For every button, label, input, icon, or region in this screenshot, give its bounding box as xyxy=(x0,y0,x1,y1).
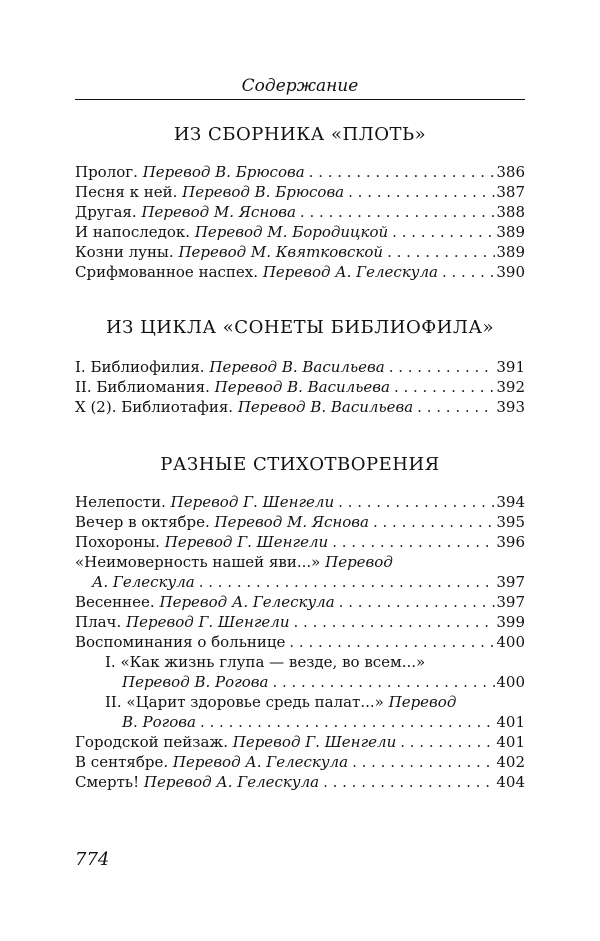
page-number: 402 xyxy=(496,753,525,771)
entry-title: Воспоминания о больнице xyxy=(75,633,286,651)
page-number: 396 xyxy=(496,533,525,551)
page-number: 387 xyxy=(496,183,525,201)
page-number: 388 xyxy=(496,203,525,221)
leader-dots xyxy=(328,532,495,552)
toc-entry[interactable] xyxy=(75,752,525,772)
entry-translator: Перевод А. Гелескула xyxy=(143,773,320,791)
page-number: 404 xyxy=(496,773,525,791)
page-number: 392 xyxy=(496,378,525,396)
leader-dots xyxy=(290,612,495,632)
toc-entry[interactable] xyxy=(75,512,525,532)
page-number: 399 xyxy=(496,613,525,631)
toc-entry[interactable] xyxy=(75,612,525,632)
leader-dots xyxy=(296,202,495,222)
leader-dots xyxy=(383,242,495,262)
toc-entry[interactable] xyxy=(75,592,525,612)
entry-title: II. Библиомания. xyxy=(75,378,210,396)
section-heading: ИЗ ЦИКЛА «СОНЕТЫ БИБЛИОФИЛА» xyxy=(105,317,495,338)
entry-title: Другая. xyxy=(75,203,137,221)
entry-translator: Перевод В. Брюсова xyxy=(142,163,305,181)
leader-dots xyxy=(413,397,495,417)
toc-entry[interactable] xyxy=(75,732,525,752)
page-number: 386 xyxy=(496,163,525,181)
entry-title: В сентябре. xyxy=(75,753,169,771)
toc-entry[interactable] xyxy=(75,632,525,652)
toc-list xyxy=(75,357,525,417)
leader-dots xyxy=(396,732,495,752)
leader-dots xyxy=(195,572,495,592)
header-rule xyxy=(75,99,525,100)
entry-translator: Перевод xyxy=(325,553,393,571)
entry-title: Пролог. xyxy=(75,163,138,181)
page-number: 401 xyxy=(496,733,525,751)
page-number: 393 xyxy=(496,398,525,416)
page-number: 400 xyxy=(496,633,525,651)
entry-translator: Перевод М. Бородицкой xyxy=(194,223,389,241)
leader-dots xyxy=(268,672,495,692)
page-number: 391 xyxy=(496,358,525,376)
leader-dots xyxy=(285,632,495,652)
leader-dots xyxy=(390,377,495,397)
toc-entry[interactable] xyxy=(75,162,525,182)
entry-translator: Перевод М. Яснова xyxy=(214,513,369,531)
toc-subentry[interactable] xyxy=(75,692,525,732)
entry-title: И напоследок. xyxy=(75,223,191,241)
entry-title: X (2). Библиотафия. xyxy=(75,398,234,416)
leader-dots xyxy=(348,752,495,772)
section-heading: ИЗ СБОРНИКА «ПЛОТЬ» xyxy=(173,124,427,145)
entry-title: Песня к ней. xyxy=(75,183,178,201)
entry-translator-cont: В. Рогова xyxy=(122,713,196,731)
entry-translator: Перевод М. Квятковской xyxy=(178,243,384,261)
toc-entry[interactable] xyxy=(75,397,525,417)
entry-translator: Перевод В. Васильева xyxy=(209,358,385,376)
leader-dots xyxy=(388,222,495,242)
toc-subentry[interactable] xyxy=(75,652,525,692)
entry-title: Плач. xyxy=(75,613,122,631)
entry-title: Похороны. xyxy=(75,533,160,551)
entry-translator: Перевод Г. Шенгели xyxy=(126,613,290,631)
entry-translator: Перевод Г. Шенгели xyxy=(170,493,335,511)
entry-translator: Перевод В. Васильева xyxy=(237,398,414,416)
page-number: 389 xyxy=(496,243,525,261)
entry-translator: Перевод М. Яснова xyxy=(141,203,296,221)
toc-entry[interactable] xyxy=(75,492,525,512)
page-number: 390 xyxy=(496,263,525,281)
toc-entry[interactable] xyxy=(75,357,525,377)
toc-entry[interactable] xyxy=(75,202,525,222)
entry-translator-cont: А. Гелескула xyxy=(92,573,195,591)
toc-entry[interactable] xyxy=(75,242,525,262)
page-folio: 774 xyxy=(75,849,110,870)
running-head: Содержание xyxy=(241,76,359,96)
toc-entry[interactable] xyxy=(75,772,525,792)
leader-dots xyxy=(305,162,495,182)
leader-dots xyxy=(344,182,495,202)
entry-translator: Перевод В. Брюсова xyxy=(182,183,345,201)
page-number: 400 xyxy=(496,673,525,691)
toc-entry[interactable] xyxy=(75,222,525,242)
entry-title: «Неимоверность нашей яви...» xyxy=(75,553,321,571)
entry-title: Нелепости. xyxy=(75,493,166,511)
toc-entry[interactable] xyxy=(75,182,525,202)
toc-entry[interactable] xyxy=(75,377,525,397)
toc-entry[interactable] xyxy=(75,532,525,552)
entry-title: I. «Как жизнь глупа — везде, во всем...» xyxy=(105,653,426,671)
leader-dots xyxy=(319,772,495,792)
page-number: 389 xyxy=(496,223,525,241)
entry-translator: Перевод Г. Шенгели xyxy=(232,733,397,751)
toc-entry[interactable] xyxy=(75,262,525,282)
entry-title: II. «Царит здоровье средь палат...» xyxy=(105,693,384,711)
entry-title: Смерть! xyxy=(75,773,140,791)
entry-title: Срифмованное наспех. xyxy=(75,263,259,281)
toc-entry-multiline[interactable] xyxy=(75,552,525,592)
entry-translator: Перевод А. Гелескула xyxy=(262,263,438,281)
page-number: 394 xyxy=(496,493,525,511)
leader-dots xyxy=(334,492,495,512)
entry-translator: Перевод А. Гелескула xyxy=(159,593,335,611)
leader-dots xyxy=(369,512,495,532)
entry-translator: Перевод Г. Шенгели xyxy=(164,533,329,551)
leader-dots xyxy=(335,592,495,612)
entry-title: Козни луны. xyxy=(75,243,174,261)
page-number: 395 xyxy=(496,513,525,531)
entry-translator: Перевод xyxy=(388,693,457,711)
entry-title: Городской пейзаж. xyxy=(75,733,228,751)
leader-dots xyxy=(438,262,495,282)
entry-translator-cont: Перевод В. Рогова xyxy=(122,673,269,691)
leader-dots xyxy=(196,712,495,732)
toc-list xyxy=(75,162,525,282)
page-number: 401 xyxy=(496,713,525,731)
leader-dots xyxy=(385,357,495,377)
entry-translator: Перевод В. Васильева xyxy=(214,378,390,396)
entry-title: Вечер в октябре. xyxy=(75,513,210,531)
entry-title: Весеннее. xyxy=(75,593,155,611)
toc-list xyxy=(75,492,525,792)
section-heading: РАЗНЫЕ СТИХОТВОРЕНИЯ xyxy=(160,454,440,475)
page-number: 397 xyxy=(496,593,525,611)
entry-title: I. Библиофилия. xyxy=(75,358,205,376)
page-number: 397 xyxy=(496,573,525,591)
entry-translator: Перевод А. Гелескула xyxy=(172,753,349,771)
